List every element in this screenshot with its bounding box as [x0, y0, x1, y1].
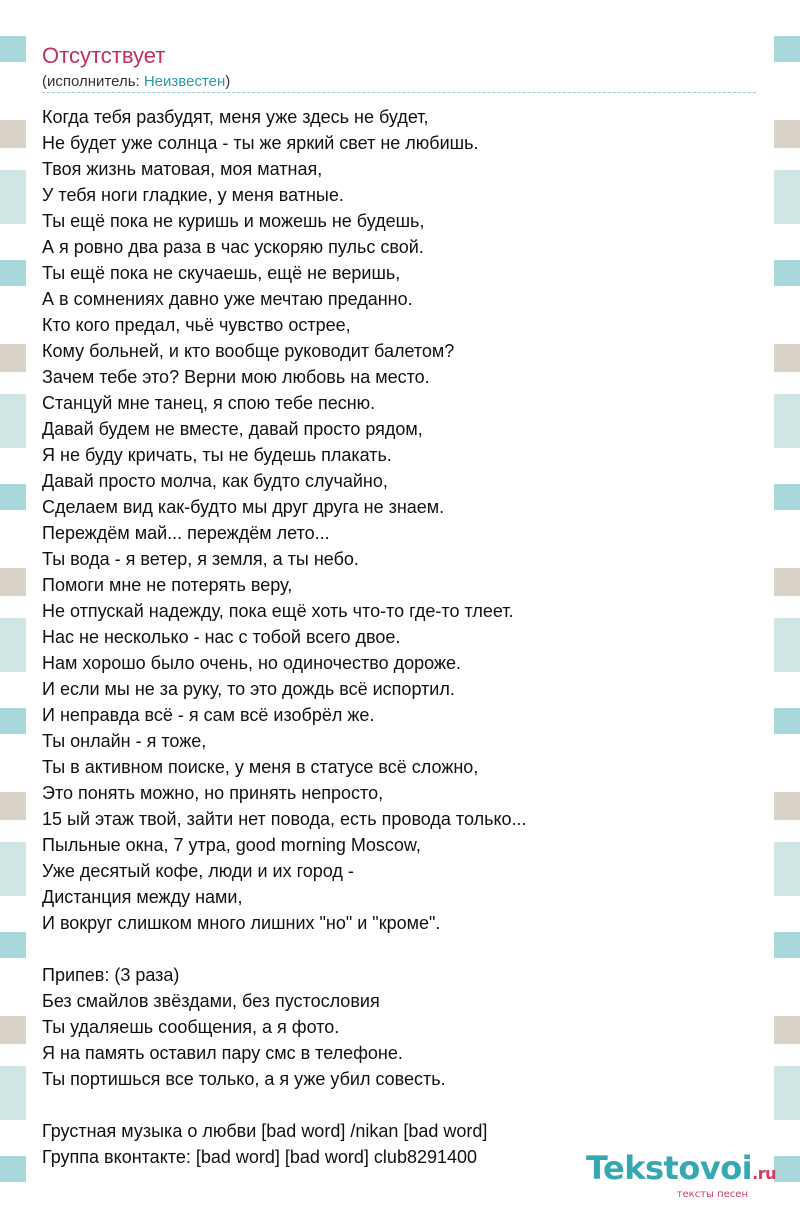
logo-tagline: тексты песен [676, 1189, 748, 1200]
title-divider [42, 92, 756, 93]
song-title: Отсутствует [42, 43, 166, 68]
lyrics-text: Когда тебя разбудят, меня уже здесь не будет, Не будет уже солнца - ты же яркий свет не любишь. Твоя жизнь матовая, моя матная, У тебя ноги гладкие, у меня ватные. Ты ещё пока не куришь и можешь не будешь, А я ровно два раза в час ускоряю пульс свой. Ты ещё пока не скучаешь, ещё не веришь, А в сомнениях давно уже мечтаю преданно. Кто кого предал, чьё чувство острее, Кому больней, и кто вообще руководит балетом? Зачем тебе это? Верни мою любовь на место. Станцуй мне танец, я спою тебе песню. Давай будем не вместе, давай просто рядом, Я не буду кричать, ты не будешь плакать. Давай просто молча, как будто случайно, Сделаем вид как-будто мы друг друга не знаем. Переждём май... переждём лето... Ты вода - я ветер, я земля, а ты небо. Помоги мне не потерять веру, Не отпускай надежду, пока ещё хоть что-то где-то тлеет. Нас не несколько - нас с тобой всего двое. Нам хорошо было очень, но одиночество дороже. И если мы не за руку, то это дождь всё испортил. И неправда всё - я сам всё изобрёл же. Ты онлайн - я тоже, Ты в активном поиске, у меня в статусе всё сложно, Это понять можно, но принять непросто, 15 ый этаж твой, зайти нет повода, есть провода только... Пыльные окна, 7 утра, good morning Moscow, Уже десятый кофе, люди и их город - Дистанция между нами, И вокруг слишком много лишних "но" и "кроме". Припев: (3 раза) Без смайлов звёздами, без пустословия Ты удаляешь сообщения, а я фото. Я на память оставил пару смс в телефоне. Ты портишься все только, а я уже убил совесть. Грустная музыка о любви [bad word] /nikan [bad word] Группа вконтакте: [bad word] [bad word] club8291400 [42, 107, 527, 1167]
artist-prefix: (исполнитель: [42, 73, 144, 90]
logo-wordmark [586, 1151, 776, 1191]
logo-name: Tekstovoi [585, 1149, 753, 1187]
artist-line [42, 72, 230, 92]
artist-link[interactable]: Неизвестен [143, 73, 226, 90]
logo-tld: .ru [752, 1164, 776, 1183]
site-logo[interactable] [586, 1151, 776, 1200]
artist-suffix: ) [225, 73, 231, 90]
